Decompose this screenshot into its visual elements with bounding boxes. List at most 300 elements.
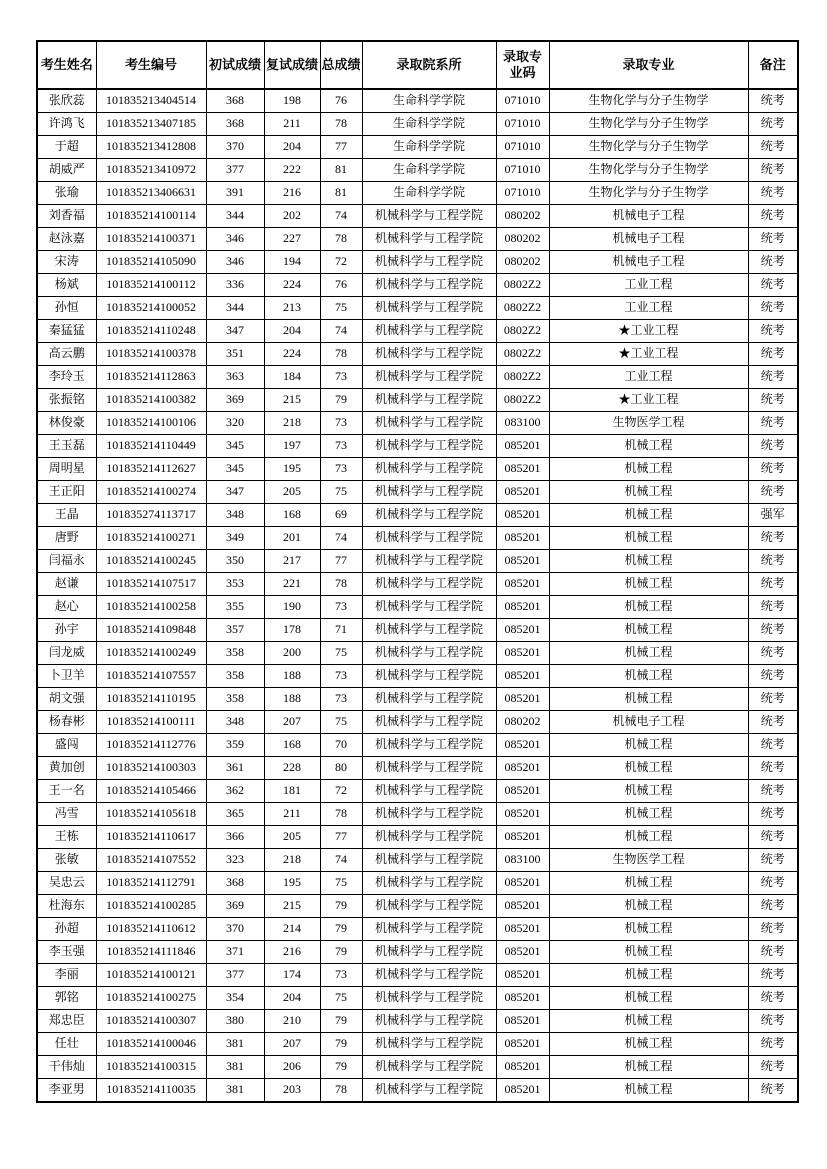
cell-department: 机械科学与工程学院	[362, 941, 496, 964]
cell-initial_score: 357	[206, 619, 264, 642]
cell-remark: 统考	[748, 527, 798, 550]
cell-remark: 统考	[748, 89, 798, 113]
table-row	[37, 780, 798, 803]
cell-initial_score: 351	[206, 343, 264, 366]
cell-department: 机械科学与工程学院	[362, 458, 496, 481]
cell-remark: 统考	[748, 895, 798, 918]
cell-name: 胡威严	[37, 159, 96, 182]
cell-department: 机械科学与工程学院	[362, 826, 496, 849]
cell-major_code: 080202	[496, 251, 549, 274]
cell-retest_score: 188	[264, 665, 320, 688]
cell-retest_score: 203	[264, 1079, 320, 1103]
cell-name: 于超	[37, 136, 96, 159]
cell-candidate_no: 101835214100112	[96, 274, 206, 297]
cell-retest_score: 215	[264, 895, 320, 918]
cell-department: 生命科学学院	[362, 182, 496, 205]
cell-total_score: 80	[320, 757, 362, 780]
cell-retest_score: 204	[264, 136, 320, 159]
column-header-initial_score: 初试成绩	[206, 41, 264, 89]
cell-major_code: 071010	[496, 89, 549, 113]
cell-major_code: 085201	[496, 1056, 549, 1079]
cell-candidate_no: 101835214112776	[96, 734, 206, 757]
cell-major_code: 080202	[496, 205, 549, 228]
table-row	[37, 642, 798, 665]
cell-major: 机械工程	[549, 757, 748, 780]
cell-initial_score: 377	[206, 159, 264, 182]
cell-name: 孙恒	[37, 297, 96, 320]
cell-initial_score: 336	[206, 274, 264, 297]
cell-major_code: 071010	[496, 159, 549, 182]
cell-remark: 统考	[748, 389, 798, 412]
table-row	[37, 918, 798, 941]
cell-department: 机械科学与工程学院	[362, 688, 496, 711]
cell-major_code: 085201	[496, 918, 549, 941]
cell-retest_score: 184	[264, 366, 320, 389]
cell-remark: 统考	[748, 1056, 798, 1079]
table-row	[37, 803, 798, 826]
cell-name: 张振铭	[37, 389, 96, 412]
cell-department: 机械科学与工程学院	[362, 872, 496, 895]
cell-major: 工业工程	[549, 366, 748, 389]
cell-department: 机械科学与工程学院	[362, 412, 496, 435]
cell-major: 生物医学工程	[549, 412, 748, 435]
cell-name: 李亚男	[37, 1079, 96, 1103]
cell-major: 机械工程	[549, 1033, 748, 1056]
cell-major_code: 085201	[496, 941, 549, 964]
cell-retest_score: 174	[264, 964, 320, 987]
cell-remark: 统考	[748, 251, 798, 274]
cell-remark: 统考	[748, 274, 798, 297]
cell-candidate_no: 101835213406631	[96, 182, 206, 205]
cell-candidate_no: 101835213412808	[96, 136, 206, 159]
cell-candidate_no: 101835214100106	[96, 412, 206, 435]
cell-major_code: 085201	[496, 1010, 549, 1033]
cell-major_code: 0802Z2	[496, 366, 549, 389]
cell-candidate_no: 101835213407185	[96, 113, 206, 136]
cell-candidate_no: 101835214100046	[96, 1033, 206, 1056]
cell-retest_score: 227	[264, 228, 320, 251]
cell-remark: 统考	[748, 1010, 798, 1033]
cell-remark: 统考	[748, 596, 798, 619]
cell-name: 秦猛猛	[37, 320, 96, 343]
table-row	[37, 964, 798, 987]
cell-major_code: 085201	[496, 1079, 549, 1103]
cell-retest_score: 205	[264, 481, 320, 504]
table-row	[37, 136, 798, 159]
cell-remark: 统考	[748, 918, 798, 941]
cell-department: 机械科学与工程学院	[362, 343, 496, 366]
cell-department: 机械科学与工程学院	[362, 596, 496, 619]
table-row	[37, 734, 798, 757]
cell-major: 生物化学与分子生物学	[549, 113, 748, 136]
cell-major: 机械工程	[549, 987, 748, 1010]
cell-name: 王晶	[37, 504, 96, 527]
cell-remark: 统考	[748, 987, 798, 1010]
cell-department: 生命科学学院	[362, 159, 496, 182]
cell-candidate_no: 101835214100303	[96, 757, 206, 780]
cell-major_code: 0802Z2	[496, 297, 549, 320]
cell-total_score: 73	[320, 665, 362, 688]
cell-major_code: 085201	[496, 481, 549, 504]
cell-department: 机械科学与工程学院	[362, 734, 496, 757]
cell-candidate_no: 101835214110612	[96, 918, 206, 941]
cell-major_code: 085201	[496, 665, 549, 688]
table-row	[37, 941, 798, 964]
admission-results-table	[36, 40, 799, 1103]
table-row	[37, 619, 798, 642]
cell-initial_score: 355	[206, 596, 264, 619]
cell-name: 赵泳嘉	[37, 228, 96, 251]
cell-initial_score: 358	[206, 665, 264, 688]
cell-name: 张欣蕊	[37, 89, 96, 113]
cell-name: 林俊豪	[37, 412, 96, 435]
cell-total_score: 73	[320, 688, 362, 711]
cell-initial_score: 377	[206, 964, 264, 987]
cell-retest_score: 204	[264, 987, 320, 1010]
cell-name: 盛闯	[37, 734, 96, 757]
cell-name: 闫龙威	[37, 642, 96, 665]
cell-major_code: 0802Z2	[496, 343, 549, 366]
cell-major_code: 085201	[496, 573, 549, 596]
cell-candidate_no: 101835214100307	[96, 1010, 206, 1033]
table-row	[37, 159, 798, 182]
cell-remark: 统考	[748, 228, 798, 251]
cell-department: 机械科学与工程学院	[362, 504, 496, 527]
table-header-row	[37, 41, 798, 89]
cell-candidate_no: 101835214100245	[96, 550, 206, 573]
cell-total_score: 73	[320, 964, 362, 987]
cell-remark: 统考	[748, 320, 798, 343]
cell-department: 机械科学与工程学院	[362, 918, 496, 941]
cell-initial_score: 366	[206, 826, 264, 849]
cell-major: 机械电子工程	[549, 251, 748, 274]
cell-retest_score: 190	[264, 596, 320, 619]
column-header-major_code: 录取专业码	[496, 41, 549, 89]
cell-major_code: 071010	[496, 182, 549, 205]
table-row	[37, 228, 798, 251]
cell-major: 机械工程	[549, 642, 748, 665]
cell-total_score: 75	[320, 481, 362, 504]
cell-initial_score: 380	[206, 1010, 264, 1033]
cell-remark: 统考	[748, 642, 798, 665]
cell-initial_score: 345	[206, 458, 264, 481]
table-row	[37, 1033, 798, 1056]
cell-candidate_no: 101835214105466	[96, 780, 206, 803]
cell-retest_score: 202	[264, 205, 320, 228]
table-row	[37, 504, 798, 527]
cell-candidate_no: 101835214100271	[96, 527, 206, 550]
table-row	[37, 895, 798, 918]
cell-total_score: 70	[320, 734, 362, 757]
cell-name: 唐野	[37, 527, 96, 550]
cell-department: 机械科学与工程学院	[362, 527, 496, 550]
cell-remark: 统考	[748, 941, 798, 964]
cell-name: 孙宇	[37, 619, 96, 642]
cell-retest_score: 216	[264, 182, 320, 205]
cell-major_code: 085201	[496, 596, 549, 619]
table-row	[37, 1010, 798, 1033]
cell-department: 机械科学与工程学院	[362, 987, 496, 1010]
column-header-remark: 备注	[748, 41, 798, 89]
cell-name: 闫福永	[37, 550, 96, 573]
cell-major: 机械工程	[549, 734, 748, 757]
cell-candidate_no: 101835214110035	[96, 1079, 206, 1103]
cell-candidate_no: 101835214100378	[96, 343, 206, 366]
table-row	[37, 711, 798, 734]
cell-initial_score: 391	[206, 182, 264, 205]
cell-major: 生物化学与分子生物学	[549, 159, 748, 182]
cell-initial_score: 345	[206, 435, 264, 458]
cell-total_score: 75	[320, 642, 362, 665]
cell-name: 吴忠云	[37, 872, 96, 895]
cell-total_score: 76	[320, 274, 362, 297]
cell-initial_score: 371	[206, 941, 264, 964]
cell-department: 机械科学与工程学院	[362, 366, 496, 389]
cell-major_code: 085201	[496, 458, 549, 481]
cell-total_score: 69	[320, 504, 362, 527]
cell-initial_score: 381	[206, 1079, 264, 1103]
cell-major: 机械工程	[549, 596, 748, 619]
cell-remark: 统考	[748, 1033, 798, 1056]
cell-total_score: 71	[320, 619, 362, 642]
cell-major_code: 085201	[496, 688, 549, 711]
cell-total_score: 77	[320, 550, 362, 573]
cell-remark: 统考	[748, 159, 798, 182]
column-header-total_score: 总成绩	[320, 41, 362, 89]
cell-department: 机械科学与工程学院	[362, 895, 496, 918]
cell-candidate_no: 101835214100315	[96, 1056, 206, 1079]
cell-major: 生物医学工程	[549, 849, 748, 872]
cell-retest_score: 218	[264, 412, 320, 435]
cell-retest_score: 217	[264, 550, 320, 573]
table-row	[37, 987, 798, 1010]
cell-name: 王正阳	[37, 481, 96, 504]
cell-remark: 统考	[748, 849, 798, 872]
cell-major_code: 0802Z2	[496, 274, 549, 297]
cell-candidate_no: 101835214100275	[96, 987, 206, 1010]
cell-candidate_no: 101835214100249	[96, 642, 206, 665]
cell-initial_score: 348	[206, 504, 264, 527]
cell-retest_score: 188	[264, 688, 320, 711]
table-row	[37, 89, 798, 113]
table-row	[37, 665, 798, 688]
cell-department: 生命科学学院	[362, 136, 496, 159]
cell-department: 机械科学与工程学院	[362, 274, 496, 297]
cell-retest_score: 207	[264, 711, 320, 734]
cell-total_score: 73	[320, 458, 362, 481]
cell-major: 机械工程	[549, 780, 748, 803]
document-page	[36, 40, 799, 1103]
cell-retest_score: 195	[264, 872, 320, 895]
cell-remark: 统考	[748, 481, 798, 504]
cell-remark: 统考	[748, 182, 798, 205]
cell-major_code: 085201	[496, 780, 549, 803]
cell-name: 张敏	[37, 849, 96, 872]
cell-remark: 统考	[748, 550, 798, 573]
cell-retest_score: 168	[264, 734, 320, 757]
cell-name: 杨春彬	[37, 711, 96, 734]
cell-total_score: 81	[320, 159, 362, 182]
cell-major: 机械电子工程	[549, 228, 748, 251]
cell-total_score: 79	[320, 941, 362, 964]
cell-total_score: 72	[320, 251, 362, 274]
cell-retest_score: 215	[264, 389, 320, 412]
cell-major_code: 0802Z2	[496, 389, 549, 412]
cell-candidate_no: 101835214105090	[96, 251, 206, 274]
cell-total_score: 75	[320, 987, 362, 1010]
cell-initial_score: 354	[206, 987, 264, 1010]
table-row	[37, 757, 798, 780]
cell-candidate_no: 101835214112627	[96, 458, 206, 481]
cell-total_score: 74	[320, 527, 362, 550]
cell-total_score: 74	[320, 320, 362, 343]
cell-total_score: 75	[320, 872, 362, 895]
cell-name: 冯雪	[37, 803, 96, 826]
table-row	[37, 412, 798, 435]
cell-total_score: 77	[320, 826, 362, 849]
cell-retest_score: 224	[264, 343, 320, 366]
cell-major: 生物化学与分子生物学	[549, 182, 748, 205]
cell-major_code: 071010	[496, 136, 549, 159]
cell-initial_score: 362	[206, 780, 264, 803]
cell-remark: 统考	[748, 826, 798, 849]
cell-initial_score: 347	[206, 481, 264, 504]
cell-retest_score: 207	[264, 1033, 320, 1056]
table-row	[37, 872, 798, 895]
cell-department: 机械科学与工程学院	[362, 205, 496, 228]
table-row	[37, 1079, 798, 1103]
cell-major: 机械工程	[549, 941, 748, 964]
cell-retest_score: 228	[264, 757, 320, 780]
cell-major: 机械工程	[549, 895, 748, 918]
cell-candidate_no: 101835214111846	[96, 941, 206, 964]
cell-major: 机械工程	[549, 550, 748, 573]
cell-name: 宋涛	[37, 251, 96, 274]
cell-remark: 统考	[748, 343, 798, 366]
cell-name: 干伟灿	[37, 1056, 96, 1079]
cell-remark: 统考	[748, 872, 798, 895]
cell-major_code: 085201	[496, 987, 549, 1010]
cell-name: 黄加创	[37, 757, 96, 780]
cell-initial_score: 353	[206, 573, 264, 596]
cell-department: 机械科学与工程学院	[362, 803, 496, 826]
column-header-name: 考生姓名	[37, 41, 96, 89]
cell-candidate_no: 101835214100121	[96, 964, 206, 987]
cell-remark: 统考	[748, 711, 798, 734]
cell-initial_score: 349	[206, 527, 264, 550]
cell-retest_score: 214	[264, 918, 320, 941]
table-row	[37, 182, 798, 205]
cell-major: 工业工程	[549, 274, 748, 297]
cell-candidate_no: 101835214105618	[96, 803, 206, 826]
cell-name: 王玉磊	[37, 435, 96, 458]
cell-major_code: 085201	[496, 550, 549, 573]
cell-major: 机械工程	[549, 458, 748, 481]
cell-retest_score: 213	[264, 297, 320, 320]
cell-candidate_no: 101835214100258	[96, 596, 206, 619]
cell-total_score: 73	[320, 435, 362, 458]
cell-retest_score: 206	[264, 1056, 320, 1079]
cell-initial_score: 365	[206, 803, 264, 826]
cell-candidate_no: 101835214110449	[96, 435, 206, 458]
cell-initial_score: 368	[206, 113, 264, 136]
cell-initial_score: 346	[206, 251, 264, 274]
cell-total_score: 73	[320, 596, 362, 619]
cell-remark: 统考	[748, 205, 798, 228]
cell-department: 机械科学与工程学院	[362, 550, 496, 573]
cell-candidate_no: 101835214100052	[96, 297, 206, 320]
cell-remark: 统考	[748, 734, 798, 757]
cell-major: 机械工程	[549, 665, 748, 688]
cell-total_score: 78	[320, 1079, 362, 1103]
cell-retest_score: 216	[264, 941, 320, 964]
cell-name: 孙超	[37, 918, 96, 941]
cell-major: 机械工程	[549, 872, 748, 895]
table-row	[37, 573, 798, 596]
cell-initial_score: 348	[206, 711, 264, 734]
cell-total_score: 79	[320, 1010, 362, 1033]
cell-name: 刘香福	[37, 205, 96, 228]
cell-candidate_no: 101835214107517	[96, 573, 206, 596]
cell-candidate_no: 101835214100382	[96, 389, 206, 412]
cell-candidate_no: 101835214100285	[96, 895, 206, 918]
column-header-major: 录取专业	[549, 41, 748, 89]
cell-remark: 统考	[748, 964, 798, 987]
table-row	[37, 527, 798, 550]
cell-initial_score: 368	[206, 89, 264, 113]
cell-remark: 统考	[748, 619, 798, 642]
cell-department: 机械科学与工程学院	[362, 1033, 496, 1056]
cell-remark: 统考	[748, 113, 798, 136]
cell-total_score: 73	[320, 366, 362, 389]
cell-total_score: 73	[320, 412, 362, 435]
cell-remark: 统考	[748, 688, 798, 711]
cell-major_code: 085201	[496, 1033, 549, 1056]
cell-total_score: 74	[320, 205, 362, 228]
cell-department: 机械科学与工程学院	[362, 780, 496, 803]
cell-major_code: 083100	[496, 849, 549, 872]
cell-initial_score: 320	[206, 412, 264, 435]
cell-name: 张瑜	[37, 182, 96, 205]
cell-initial_score: 323	[206, 849, 264, 872]
cell-department: 生命科学学院	[362, 113, 496, 136]
cell-major: 机械工程	[549, 504, 748, 527]
cell-remark: 统考	[748, 136, 798, 159]
cell-department: 生命科学学院	[362, 89, 496, 113]
table-row	[37, 1056, 798, 1079]
cell-initial_score: 346	[206, 228, 264, 251]
cell-total_score: 81	[320, 182, 362, 205]
cell-name: 赵心	[37, 596, 96, 619]
column-header-candidate_no: 考生编号	[96, 41, 206, 89]
cell-total_score: 79	[320, 389, 362, 412]
cell-retest_score: 221	[264, 573, 320, 596]
cell-initial_score: 381	[206, 1056, 264, 1079]
cell-candidate_no: 101835213404514	[96, 89, 206, 113]
cell-department: 机械科学与工程学院	[362, 964, 496, 987]
cell-department: 机械科学与工程学院	[362, 1010, 496, 1033]
cell-department: 机械科学与工程学院	[362, 320, 496, 343]
cell-total_score: 75	[320, 297, 362, 320]
table-row	[37, 596, 798, 619]
table-row	[37, 688, 798, 711]
cell-name: 杨斌	[37, 274, 96, 297]
cell-department: 机械科学与工程学院	[362, 619, 496, 642]
cell-department: 机械科学与工程学院	[362, 228, 496, 251]
cell-major: 机械电子工程	[549, 711, 748, 734]
cell-department: 机械科学与工程学院	[362, 481, 496, 504]
cell-retest_score: 211	[264, 803, 320, 826]
